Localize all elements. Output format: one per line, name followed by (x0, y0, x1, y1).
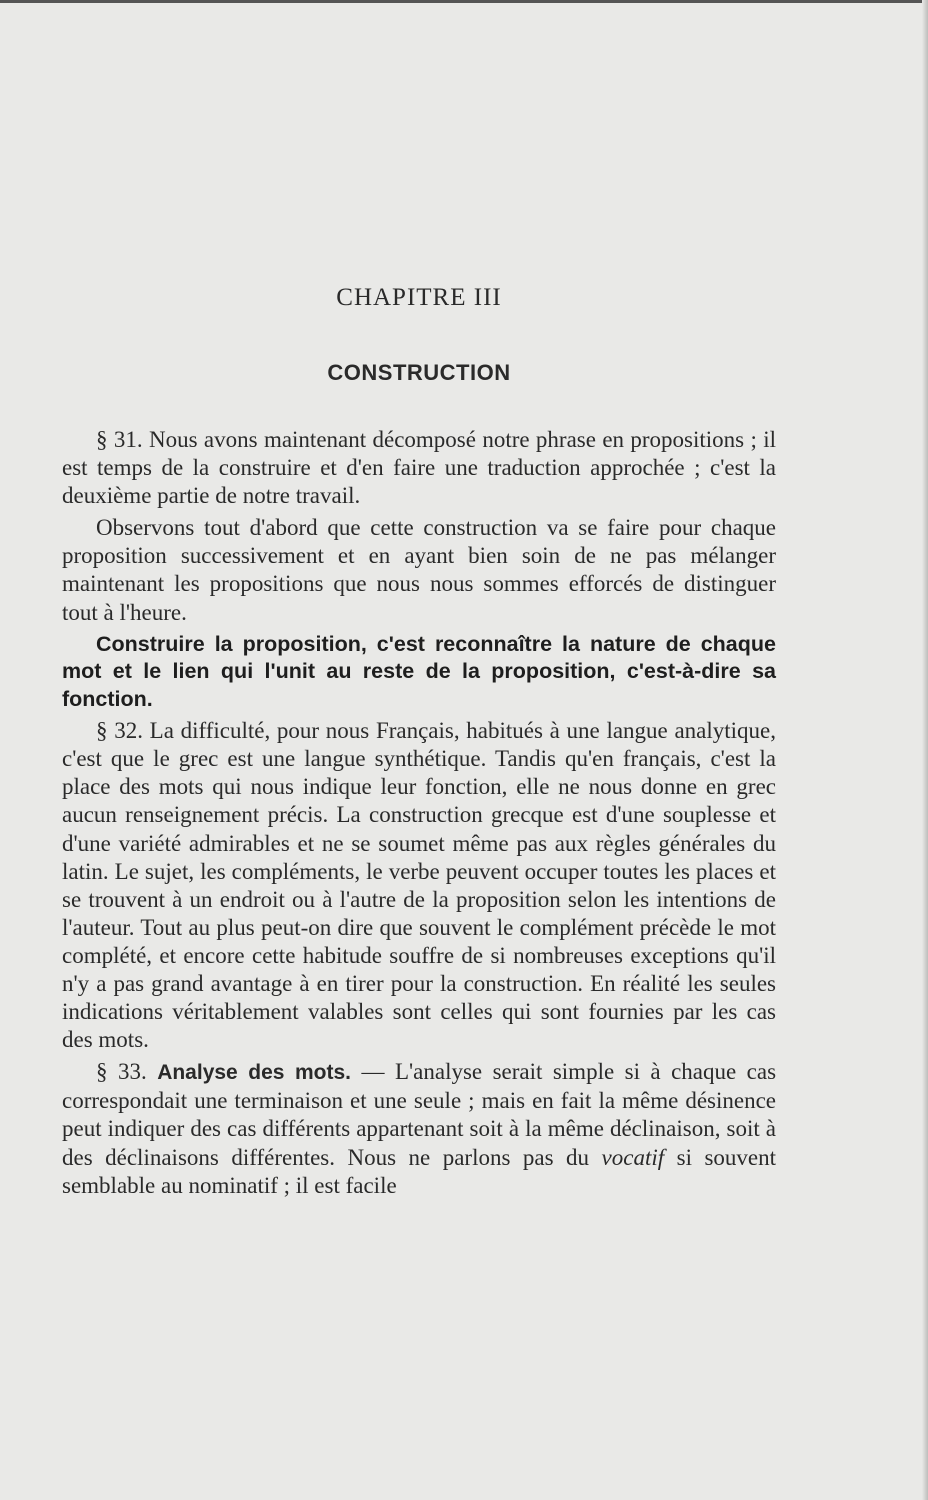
section-title: CONSTRUCTION (327, 360, 511, 385)
paragraph-33 (62, 1058, 776, 1199)
em-dash: — (361, 1059, 385, 1085)
paragraph-33-text-b: si souvent semblable au nominatif ; il est facile (62, 1144, 776, 1198)
body-text (62, 426, 776, 1204)
paragraph-33-text-a: L'analyse serait simple si à chaque cas correspondait une terminaison et une seule ; mais en fait la même désinence peut indiquer des cas différents appartenant soit à la même déclinaison, soit à des déclinaisons différentes. Nous ne parlons pas du (62, 1059, 777, 1170)
page-right-edge (922, 0, 928, 1500)
paragraph-31 (62, 426, 776, 510)
paragraph-32 (62, 717, 776, 1054)
paragraph-32-text: La difficulté, pour nous Français, habitués à une langue analytique, c'est que le grec est une langue synthétique. Tandis qu'en français, c'est la place des mots qui nous indique leur fonction, elle ne nous donne en grec aucun renseignement précis. La construction grecque est d'une souplesse et d'une variété admirables et ne se soumet même pas aux règles générales du latin. Le sujet, les compléments, le verbe peuvent occuper toutes les places et se trouvent à un endroit ou à l'autre de la proposition selon les intentions de l'auteur. Tout au plus peut-on dire que souvent le complément précède le mot complété, et encore cette habitude souffre de si nombreuses exceptions qu'il n'y a pas grand avantage à en tirer pour la construction. En réalité les seules indications véritablement valables sont celles qui sont fournies par les cas des mots. (62, 718, 777, 1053)
paragraph-33-heading: Analyse des mots. (157, 1061, 352, 1085)
page-top-edge (0, 0, 928, 3)
rule-statement: Construire la proposition, c'est reconnaître la nature de chaque mot et le lien qui l'unit au reste de la proposition, c'est-à-dire sa fonction. (62, 631, 776, 711)
section-marker-32: § 32. (96, 718, 143, 744)
paragraph-31-text: Nous avons maintenant décomposé notre phrase en propositions ; il est temps de la construire et d'en faire une traduction approchée ; c'est la deuxième partie de notre travail. (62, 427, 777, 509)
paragraph-observons: Observons tout d'abord que cette construction va se faire pour chaque proposition successivement et en ayant bien soin de ne pas mélanger maintenant les propositions que nous nous sommes efforcés de distinguer tout à l'heure. (62, 515, 776, 625)
vocatif-term: vocatif (601, 1144, 665, 1170)
chapter-label: CHAPITRE III (336, 284, 502, 311)
section-marker-31: § 31. (96, 427, 143, 452)
section-marker-33: § 33. (96, 1059, 147, 1085)
